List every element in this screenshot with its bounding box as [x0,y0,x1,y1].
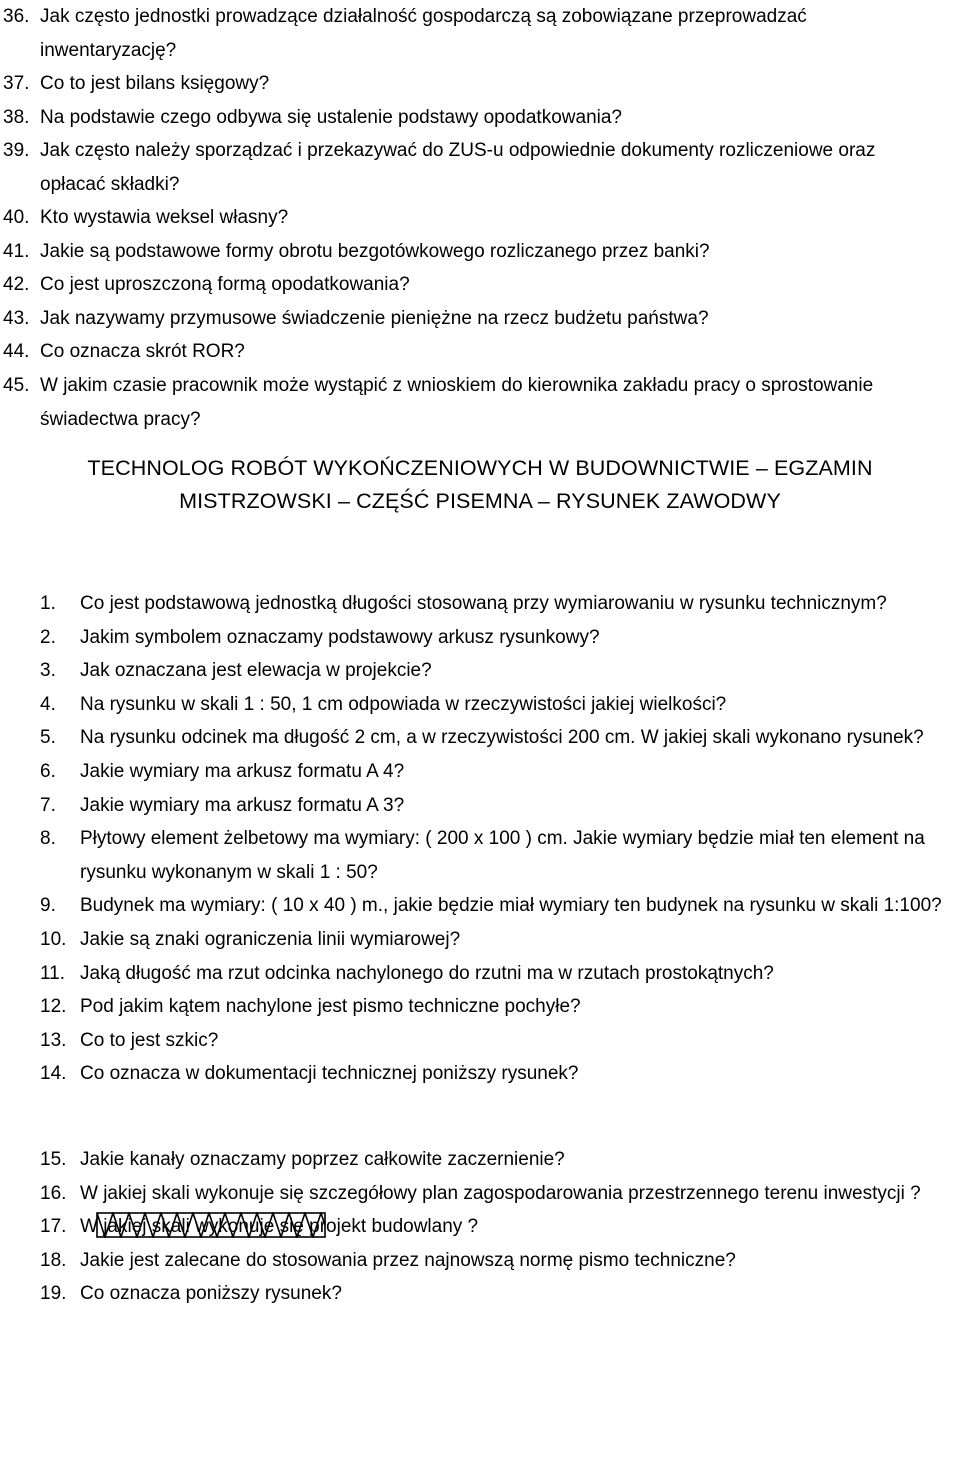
question-text: Jakie wymiary ma arkusz formatu A 3? [80,794,405,816]
question-text: Co jest podstawową jednostką długości stosowaną przy wymiarowaniu w rysunku technicznym? [80,593,887,614]
question-text: Jakie jest zalecane do stosowania przez najnowszą normę pismo techniczne? [80,1249,736,1271]
question-text: Pod jakim kątem nachylone jest pismo techniczne pochyłe? [80,996,581,1018]
question-number: 41. [3,240,30,262]
question-number: 17. [40,1216,67,1238]
insulation-zigzag-symbol [96,1212,326,1238]
question-number: 11. [40,962,66,984]
question-number: 39. [3,140,30,161]
question-item [0,1143,950,1177]
question-item [0,369,930,438]
question-number: 40. [3,207,30,228]
question-item [0,67,930,101]
question-item [0,1244,950,1278]
question-text: W jakiej skali wykonuje się projekt budowlany ? [80,1216,479,1238]
question-text: Co to jest szkic? [80,1029,219,1051]
question-text: W jakim czasie pracownik może wystąpić z wnioskiem do kierownika zakładu pracy o sprostowanie świadectwa pracy? [40,374,874,430]
question-item [0,235,930,269]
question-item [0,923,950,957]
question-text: Jak oznaczana jest elewacja w projekcie? [80,660,432,682]
question-item [0,688,950,722]
question-number: 42. [3,274,30,295]
question-item [0,302,930,336]
section-heading [0,452,960,518]
question-item [0,134,930,201]
question-text: Płytowy element żelbetowy ma wymiary: ( 200 x 100 ) cm. Jakie wymiary będzie miał ten element na rysunku wykonanym w skali 1 : 50? [80,828,925,883]
question-item [0,721,950,755]
question-item [0,755,950,789]
question-number: 15. [40,1148,67,1170]
question-text: Jaką długość ma rzut odcinka nachylonego do rzutni ma w rzutach prostokątnych? [80,962,774,984]
question-text: Jakie są podstawowe formy obrotu bezgotówkowego rozliczanego przez banki? [40,240,710,262]
question-text: W jakiej skali wykonuje się szczegółowy plan zagospodarowania przestrzennego terenu inwestycji ? [80,1182,921,1204]
question-text: Jak często jednostki prowadzące działalność gospodarczą są zobowiązane przeprowadzać inwentaryzację? [40,6,807,61]
question-number: 12. [40,996,67,1018]
question-item [0,1024,950,1058]
question-text: Na rysunku odcinek ma długość 2 cm, a w rzeczywistości 200 cm. W jakiej skali wykonano rysunek? [80,727,924,749]
question-text: Budynek ma wymiary: ( 10 x 40 ) m., jakie będzie miał wymiary ten budynek na rysunku w skali 1:100? [80,895,942,917]
question-text: Co jest uproszczoną formą opodatkowania? [40,274,410,295]
question-item [0,0,930,67]
section-heading-line-2: MISTRZOWSKI – CZĘŚĆ PISEMNA – RYSUNEK ZAWODWY [179,489,781,513]
question-number: 19. [40,1283,67,1305]
question-text: Jakie wymiary ma arkusz formatu A 4? [80,760,405,782]
section-heading-line-1: TECHNOLOG ROBÓT WYKOŃCZENIOWYCH W BUDOWNICTWIE – EGZAMIN [87,456,873,480]
question-number: 2. [40,626,56,648]
question-item [0,201,930,235]
question-text: Co oznacza skrót ROR? [40,341,245,362]
question-text: Kto wystawia weksel własny? [40,207,289,228]
question-item [0,889,950,923]
question-text: Jakie kanały oznaczamy poprzez całkowite zaczernienie? [80,1148,565,1170]
question-number: 14. [40,1063,67,1085]
drawing-question-list [0,587,950,1311]
question-number: 8. [40,828,56,850]
question-text: Jakim symbolem oznaczamy podstawowy arkusz rysunkowy? [80,626,600,648]
question-text: Jak często należy sporządzać i przekazywać do ZUS-u odpowiednie dokumenty rozliczeniowe oraz opłacać składki? [40,140,876,195]
question-number: 36. [3,6,30,27]
question-number: 10. [40,928,67,950]
question-item [0,654,950,688]
question-item [0,335,930,369]
economics-question-list [0,0,930,438]
question-item [0,1057,950,1091]
question-number: 9. [40,895,56,917]
question-number: 43. [3,307,30,329]
question-number: 4. [40,693,56,715]
question-item [0,1177,950,1211]
question-text: Co oznacza poniższy rysunek? [80,1283,342,1305]
question-item [0,101,930,135]
question-item [0,587,950,621]
question-number: 7. [40,794,56,816]
question-text: Na podstawie czego odbywa się ustalenie podstawy opodatkowania? [40,106,622,128]
question-number: 37. [3,73,30,94]
question-text: Jak nazywamy przymusowe świadczenie pieniężne na rzecz budżetu państwa? [40,307,709,329]
question-text: Co to jest bilans księgowy? [40,73,270,94]
question-number: 3. [40,660,56,682]
question-number: 18. [40,1249,67,1271]
question-item [0,268,930,302]
question-number: 38. [3,106,30,128]
question-item [0,957,950,991]
question-text: Jakie są znaki ograniczenia linii wymiarowej? [80,928,461,950]
question-item [0,822,950,889]
question-number: 1. [40,593,56,614]
question-item [0,621,950,655]
question-number: 13. [40,1029,67,1051]
question-number: 44. [3,341,30,362]
question-number: 16. [40,1182,67,1204]
question-item [0,789,950,823]
question-item [0,990,950,1024]
question-number: 5. [40,727,56,749]
question-item [0,1277,950,1311]
question-text: Na rysunku w skali 1 : 50, 1 cm odpowiada w rzeczywistości jakiej wielkości? [80,693,727,715]
question-number: 45. [3,374,30,396]
question-number: 6. [40,760,56,782]
question-text: Co oznacza w dokumentacji technicznej poniższy rysunek? [80,1063,579,1085]
